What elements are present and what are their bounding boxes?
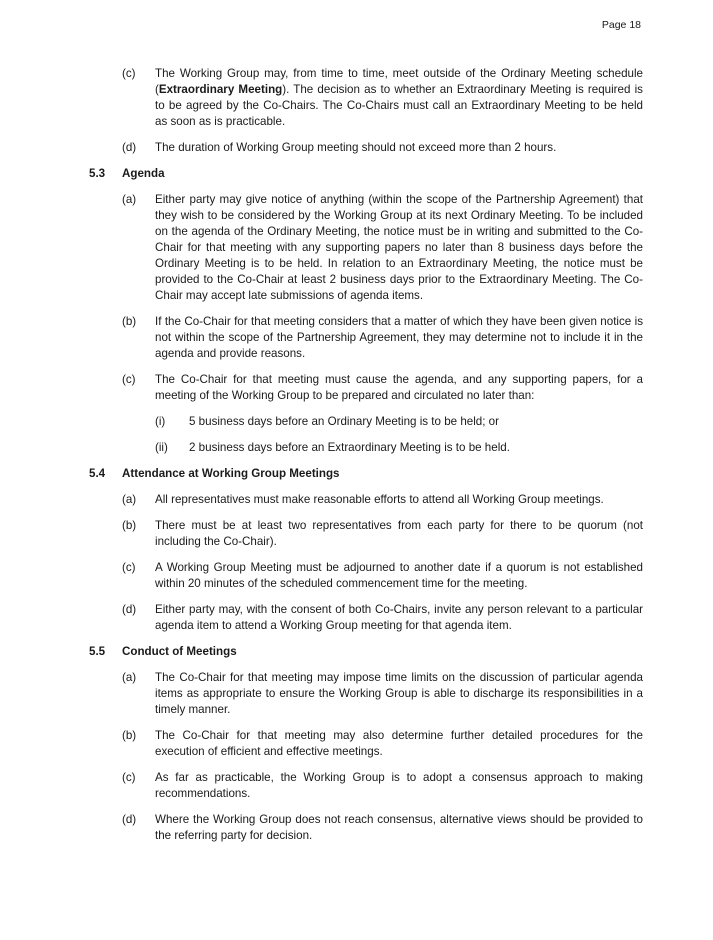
clause-text-part: ). The decision as to whether an Extraordinary Meeting is required is to be agreed by the Co-Chairs. The Co-Chairs must call an Extraordinary Meeting to be held as soon as is practicable. xyxy=(155,83,643,128)
clause-text: The duration of Working Group meeting should not exceed more than 2 hours. xyxy=(155,141,557,154)
clause-label: (a) xyxy=(122,193,137,206)
clause-5-2-c xyxy=(0,66,713,130)
clause-5-2-d xyxy=(0,140,713,156)
subclause-text: 5 business days before an Ordinary Meeting is to be held; or xyxy=(189,415,499,428)
clause-text: The Co-Chair for that meeting may also determine further detailed procedures for the execution of efficient and effective meetings. xyxy=(155,729,643,758)
clause-text: A Working Group Meeting must be adjourned to another date if a quorum is not established within 20 minutes of the scheduled commencement time for the meeting. xyxy=(155,561,643,590)
clause-text: The Co-Chair for that meeting must cause the agenda, and any supporting papers, for a meeting of the Working Group to be prepared and circulated no later than: xyxy=(155,373,643,402)
clause-label: (d) xyxy=(122,813,137,826)
clause-5-3-a xyxy=(0,192,713,304)
clause-5-4-b xyxy=(0,518,713,550)
clause-label: (a) xyxy=(122,493,137,506)
clause-text: As far as practicable, the Working Group is to adopt a consensus approach to making recommendations. xyxy=(155,771,643,800)
page-number: Page 18 xyxy=(601,19,641,31)
section-heading-5-3 xyxy=(0,166,713,182)
clause-5-5-b xyxy=(0,728,713,760)
defined-term: Extraordinary Meeting xyxy=(158,83,283,96)
clause-label: (c) xyxy=(122,67,136,80)
clause-label: (d) xyxy=(122,603,137,616)
section-title: Attendance at Working Group Meetings xyxy=(122,467,340,480)
clause-label: (a) xyxy=(122,671,137,684)
clause-5-5-d xyxy=(0,812,713,844)
clause-text: Either party may give notice of anything (within the scope of the Partnership Agreement) that they wish to be considered by the Working Group at its next Ordinary Meeting. To be included on the agenda of the Ordinary Meeting, the notice must be in writing and submitted to the Co-Chair for that meeting with any supporting papers no later than 8 business days before the Ordinary Meeting is to be held. In relation to an Extraordinary Meeting, the notice must be provided to the Co-Chair at least 2 business days prior to the Extraordinary Meeting. The Co-Chair may accept late submissions of agenda items. xyxy=(155,193,643,302)
clause-label: (c) xyxy=(122,771,136,784)
subclause-label: (ii) xyxy=(155,441,168,454)
clause-5-3-c xyxy=(0,372,713,404)
clause-5-3-b xyxy=(0,314,713,362)
subclause-5-3-c-i xyxy=(0,414,713,430)
clause-text: Either party may, with the consent of both Co-Chairs, invite any person relevant to a particular agenda item to attend a Working Group meeting for that agenda item. xyxy=(155,603,643,632)
clause-label: (d) xyxy=(122,141,137,154)
clause-text: All representatives must make reasonable efforts to attend all Working Group meetings. xyxy=(155,493,604,506)
clause-label: (c) xyxy=(122,561,136,574)
section-heading-5-5 xyxy=(0,644,713,660)
subclause-label: (i) xyxy=(155,415,166,428)
clause-text: If the Co-Chair for that meeting considers that a matter of which they have been given notice is not within the scope of the Partnership Agreement, they may determine not to include it in the agenda and provide reasons. xyxy=(155,315,643,360)
clause-label: (b) xyxy=(122,519,137,532)
clause-5-4-a xyxy=(0,492,713,508)
clause-text: There must be at least two representatives from each party for there to be quorum (not including the Co-Chair). xyxy=(155,519,643,548)
clause-text: The Co-Chair for that meeting may impose time limits on the discussion of particular agenda items as appropriate to ensure the Working Group is able to discharge its responsibilities in a timely manner. xyxy=(155,671,643,716)
clause-5-4-c xyxy=(0,560,713,592)
clause-label: (b) xyxy=(122,729,137,742)
clause-label: (c) xyxy=(122,373,136,386)
section-title: Conduct of Meetings xyxy=(122,645,237,658)
subclause-text: 2 business days before an Extraordinary Meeting is to be held. xyxy=(189,441,510,454)
subclause-5-3-c-ii xyxy=(0,440,713,456)
clause-5-4-d xyxy=(0,602,713,634)
clause-label: (b) xyxy=(122,315,137,328)
document-body xyxy=(0,66,713,854)
section-heading-5-4 xyxy=(0,466,713,482)
section-number: 5.4 xyxy=(89,467,106,480)
section-number: 5.3 xyxy=(89,167,106,180)
clause-text-part: The Working Group may, from time to time, meet outside of the Ordinary Meeting schedule ( xyxy=(155,67,643,96)
clause-text: Where the Working Group does not reach consensus, alternative views should be provided to the referring party for decision. xyxy=(155,813,643,842)
clause-5-5-c xyxy=(0,770,713,802)
clause-5-5-a xyxy=(0,670,713,718)
clause-text xyxy=(155,67,643,128)
section-number: 5.5 xyxy=(89,645,106,658)
section-title: Agenda xyxy=(122,167,165,180)
